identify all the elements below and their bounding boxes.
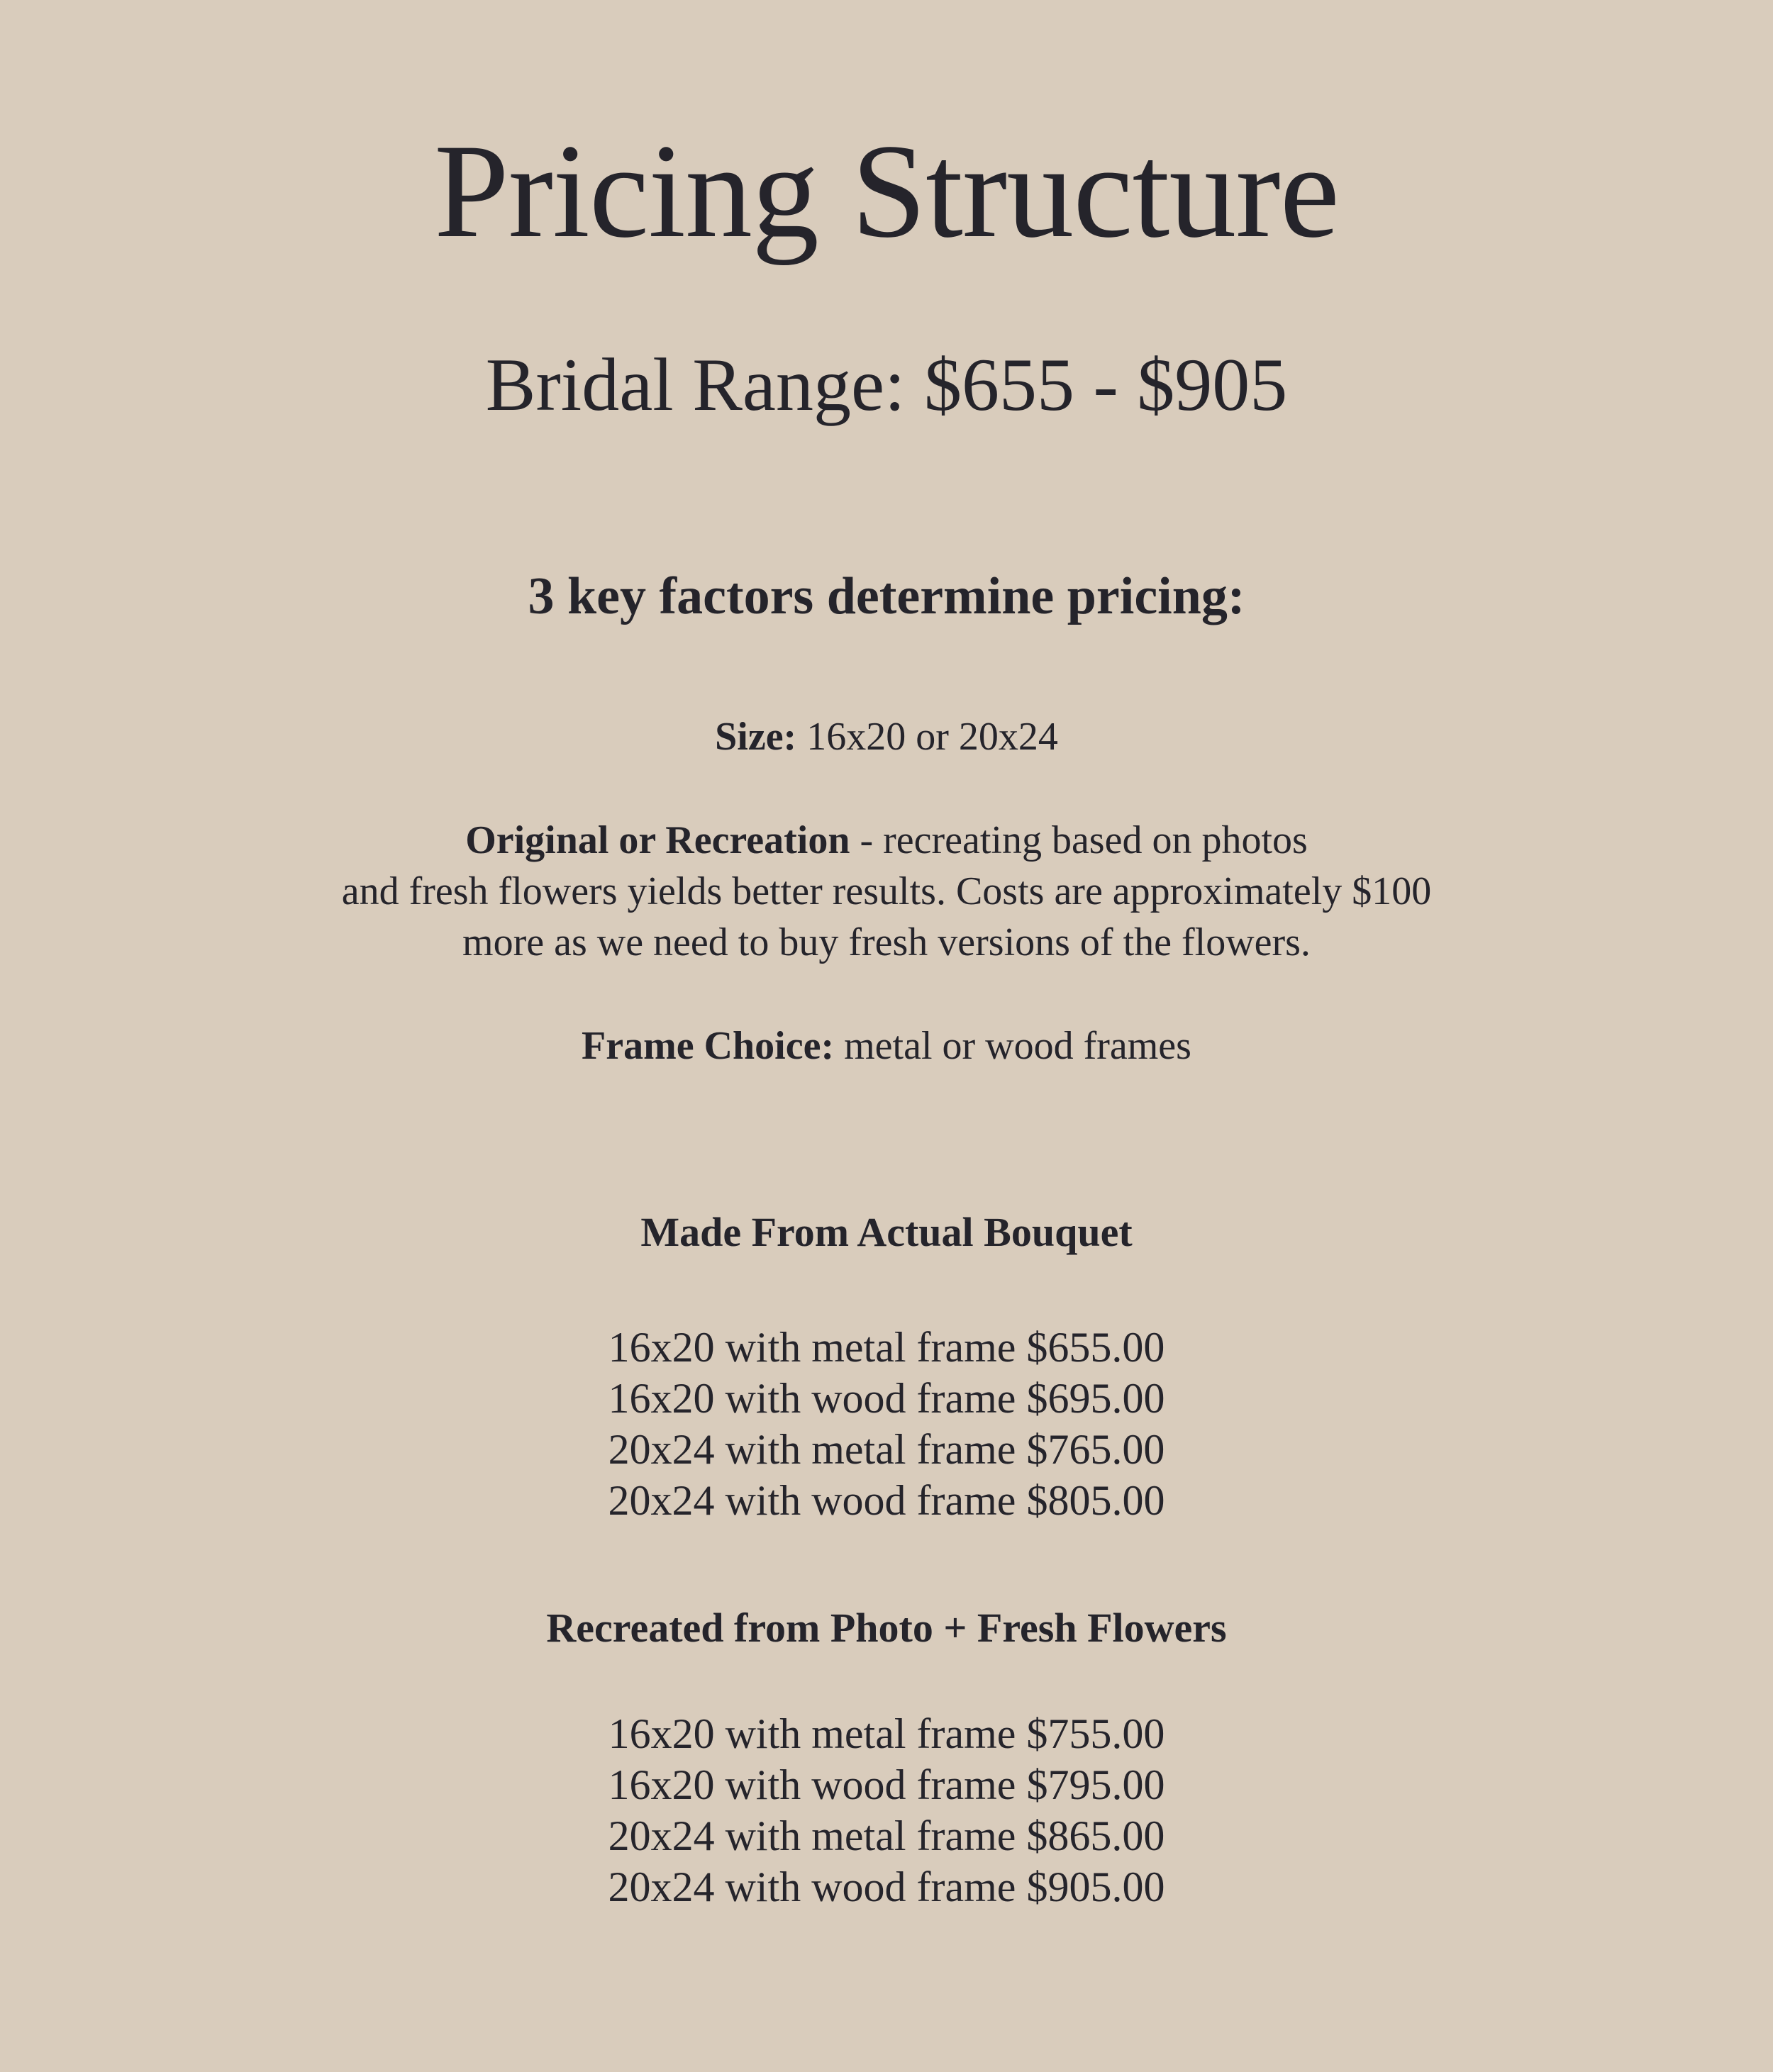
size-text: 16x20 or 20x24 — [806, 715, 1058, 759]
price-item: 16x20 with metal frame $755.00 — [608, 1710, 1165, 1757]
original-label: Original or Recreation — [465, 818, 850, 862]
price-item: 20x24 with metal frame $865.00 — [608, 1812, 1165, 1859]
original-factor-line-1 — [0, 815, 1773, 866]
bridal-range: Bridal Range: $655 - $905 — [485, 343, 1288, 426]
actual-bouquet-heading: Made From Actual Bouquet — [640, 1209, 1133, 1255]
price-item: 16x20 with wood frame $795.00 — [608, 1761, 1165, 1808]
price-item: 20x24 with wood frame $805.00 — [608, 1477, 1165, 1524]
price-item: 16x20 with wood frame $695.00 — [608, 1375, 1165, 1422]
frame-factor — [0, 1020, 1773, 1071]
original-text-1: - recreating based on photos — [850, 818, 1308, 862]
factors-heading: 3 key factors determine pricing: — [528, 567, 1245, 625]
frame-text: metal or wood frames — [844, 1024, 1191, 1068]
price-item: 20x24 with metal frame $765.00 — [608, 1426, 1165, 1473]
page-title: Pricing Structure — [434, 117, 1339, 266]
size-label: Size: — [715, 715, 797, 759]
price-item: 16x20 with metal frame $655.00 — [608, 1324, 1165, 1371]
recreated-heading: Recreated from Photo + Fresh Flowers — [546, 1605, 1227, 1651]
size-factor — [0, 711, 1773, 762]
frame-label: Frame Choice: — [582, 1024, 835, 1068]
original-factor-line-2: and fresh flowers yields better results. Costs are approximately $100 — [341, 869, 1432, 913]
price-item: 20x24 with wood frame $905.00 — [608, 1864, 1165, 1910]
original-factor-line-3: more as we need to buy fresh versions of the flowers. — [462, 920, 1311, 964]
